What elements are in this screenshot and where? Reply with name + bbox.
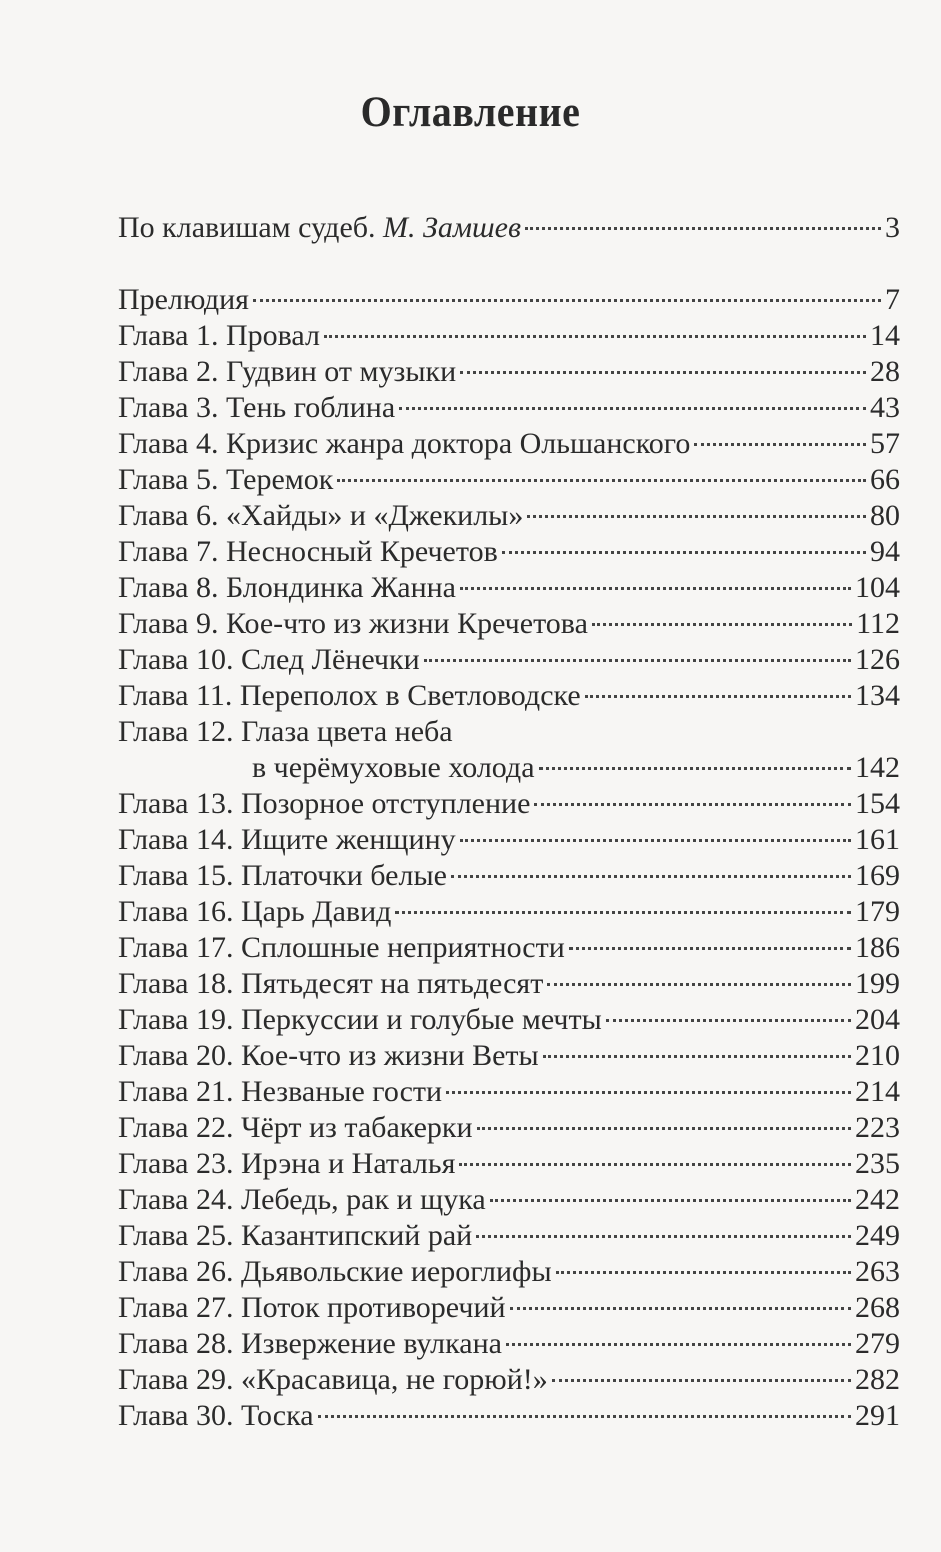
dot-leader <box>451 875 851 878</box>
toc-entry <box>118 1074 900 1110</box>
toc-entry-text: Глава 18. Пятьдесят на пятьдесят <box>118 967 544 1000</box>
preface-author: М. Замшев <box>383 211 522 244</box>
toc-entry-text: Глава 6. «Хайды» и «Джекилы» <box>118 499 524 532</box>
toc-entry-text: Глава 21. Незваные гости <box>118 1075 443 1108</box>
toc-page-number: 57 <box>870 427 900 460</box>
toc-entry-text: Глава 1. Провал <box>118 319 320 352</box>
dot-leader <box>502 551 866 554</box>
toc-entry-text: Глава 10. След Лёнечки <box>118 643 420 676</box>
toc-entry-text: в черёмуховые холода <box>252 751 535 784</box>
dot-leader <box>476 1235 851 1238</box>
dot-leader <box>694 443 866 446</box>
toc-page-number: 28 <box>870 355 900 388</box>
toc-entry <box>118 1290 900 1326</box>
toc-page-number: 14 <box>870 319 900 352</box>
toc-entry-text: Глава 22. Чёрт из табакерки <box>118 1111 473 1144</box>
toc-page-number: 179 <box>855 895 900 928</box>
dot-leader <box>318 1415 851 1418</box>
toc-entry <box>118 498 900 534</box>
dot-leader <box>527 515 866 518</box>
toc-entry-text: Глава 7. Несносный Кречетов <box>118 535 498 568</box>
toc-page-number: 199 <box>855 967 900 1000</box>
toc-page-number: 142 <box>855 751 900 784</box>
toc-entry-text: По клавишам судеб. М. Замшев <box>118 211 522 244</box>
dot-leader <box>424 659 851 662</box>
dot-leader <box>534 803 851 806</box>
toc-entry-text: Глава 29. «Красавица, не горюй!» <box>118 1363 548 1396</box>
dot-leader <box>525 227 881 230</box>
toc-entry-text: Глава 16. Царь Давид <box>118 895 392 928</box>
toc-entry <box>118 642 900 678</box>
toc-entry-text: Глава 20. Кое-что из жизни Веты <box>118 1039 539 1072</box>
toc-page-number: 161 <box>855 823 900 856</box>
toc-entry <box>118 858 900 894</box>
toc-entry-12-line1 <box>118 714 900 750</box>
toc-entry <box>118 534 900 570</box>
toc-entry <box>118 426 900 462</box>
toc-page-number: 169 <box>855 859 900 892</box>
toc-entry <box>118 282 900 318</box>
toc-page-number: 43 <box>870 391 900 424</box>
toc-entry-text: Глава 30. Тоска <box>118 1399 314 1432</box>
toc-page-number: 126 <box>855 643 900 676</box>
toc-entry <box>118 1326 900 1362</box>
toc-entry <box>118 390 900 426</box>
toc-entry-text: Глава 15. Платочки белые <box>118 859 447 892</box>
dot-leader <box>459 1163 851 1166</box>
dot-leader <box>460 839 851 842</box>
toc-entry-12-line2 <box>118 750 900 786</box>
dot-leader <box>395 911 851 914</box>
toc-entry-text: Глава 11. Переполох в Светловодске <box>118 679 581 712</box>
toc-entry <box>118 822 900 858</box>
toc-page-number: 112 <box>856 607 900 640</box>
toc-page-number: 104 <box>855 571 900 604</box>
toc-page-number: 210 <box>855 1039 900 1072</box>
dot-leader <box>506 1343 851 1346</box>
toc-entry <box>118 1254 900 1290</box>
dot-leader <box>539 767 851 770</box>
toc-entry <box>118 966 900 1002</box>
toc-entry-text: Глава 8. Блондинка Жанна <box>118 571 456 604</box>
dot-leader <box>556 1271 851 1274</box>
dot-leader <box>477 1127 851 1130</box>
toc-entry <box>118 318 900 354</box>
dot-leader <box>585 695 851 698</box>
toc-entry-preface <box>118 210 900 246</box>
toc-entry <box>118 462 900 498</box>
toc-entry-text: Глава 23. Ирэна и Наталья <box>118 1147 456 1180</box>
toc-page-number: 3 <box>885 211 900 244</box>
toc-entry <box>118 1398 900 1434</box>
toc-page-number: 291 <box>855 1399 900 1432</box>
preface-block <box>118 210 900 246</box>
toc-page-number: 235 <box>855 1147 900 1180</box>
toc-entry <box>118 1218 900 1254</box>
dot-leader <box>460 587 851 590</box>
toc-page-number: 263 <box>855 1255 900 1288</box>
toc-entry-text: Глава 12. Глаза цвета неба <box>118 715 453 748</box>
toc-entry-text: Глава 9. Кое-что из жизни Кречетова <box>118 607 588 640</box>
dot-leader <box>399 407 866 410</box>
toc-entry <box>118 354 900 390</box>
toc-page-number: 223 <box>855 1111 900 1144</box>
toc-entry-text: Глава 27. Поток противоречий <box>118 1291 506 1324</box>
dot-leader <box>606 1019 851 1022</box>
toc-entry <box>118 1038 900 1074</box>
toc-entry <box>118 606 900 642</box>
toc-page-number: 94 <box>870 535 900 568</box>
toc-entry <box>118 678 900 714</box>
toc-entry <box>118 1182 900 1218</box>
toc-entry <box>118 1110 900 1146</box>
toc-entry-text: Глава 2. Гудвин от музыки <box>118 355 457 388</box>
toc-entry-text: Глава 28. Извержение вулкана <box>118 1327 502 1360</box>
toc-entry-text: Прелюдия <box>118 283 249 316</box>
toc-entry-text: Глава 19. Перкуссии и голубые мечты <box>118 1003 602 1036</box>
toc-page-number: 282 <box>855 1363 900 1396</box>
toc-page-number: 204 <box>855 1003 900 1036</box>
toc-entry <box>118 786 900 822</box>
toc-page-number: 249 <box>855 1219 900 1252</box>
toc-entry-text: Глава 5. Теремок <box>118 463 334 496</box>
toc-entry <box>118 1002 900 1038</box>
dot-leader <box>510 1307 851 1310</box>
toc-page-number: 242 <box>855 1183 900 1216</box>
toc-page-number: 80 <box>870 499 900 532</box>
toc-entry <box>118 1146 900 1182</box>
toc-page-number: 214 <box>855 1075 900 1108</box>
toc-page-number: 279 <box>855 1327 900 1360</box>
dot-leader <box>552 1379 851 1382</box>
toc-entry-text: Глава 13. Позорное отступление <box>118 787 531 820</box>
toc-page-number: 134 <box>855 679 900 712</box>
toc-page-number: 66 <box>870 463 900 496</box>
dot-leader <box>446 1091 851 1094</box>
dot-leader <box>569 947 851 950</box>
toc-entry-text: Глава 14. Ищите женщину <box>118 823 456 856</box>
dot-leader <box>547 983 851 986</box>
toc-entry-text: Глава 25. Казантипский рай <box>118 1219 473 1252</box>
toc-entry-text: Глава 3. Тень гоблина <box>118 391 396 424</box>
dot-leader <box>324 335 866 338</box>
toc-entry-text: Глава 24. Лебедь, рак и щука <box>118 1183 486 1216</box>
toc-page-number: 7 <box>885 283 900 316</box>
page-title: Оглавление <box>360 87 581 136</box>
toc-list <box>118 282 900 1434</box>
toc-entry <box>118 894 900 930</box>
dot-leader <box>592 623 852 626</box>
dot-leader <box>543 1055 851 1058</box>
toc-page-number: 268 <box>855 1291 900 1324</box>
dot-leader <box>490 1199 851 1202</box>
toc-entry <box>118 570 900 606</box>
toc-page-number: 186 <box>855 931 900 964</box>
toc-entry-text: Глава 26. Дьявольские иероглифы <box>118 1255 552 1288</box>
toc-entry <box>118 1362 900 1398</box>
dot-leader <box>253 299 881 302</box>
dot-leader <box>460 371 866 374</box>
toc-entry-text: Глава 17. Сплошные неприятности <box>118 931 565 964</box>
toc-page-number: 154 <box>855 787 900 820</box>
dot-leader <box>337 479 866 482</box>
toc-entry <box>118 930 900 966</box>
toc-entry-text: Глава 4. Кризис жанра доктора Ольшанского <box>118 427 691 460</box>
